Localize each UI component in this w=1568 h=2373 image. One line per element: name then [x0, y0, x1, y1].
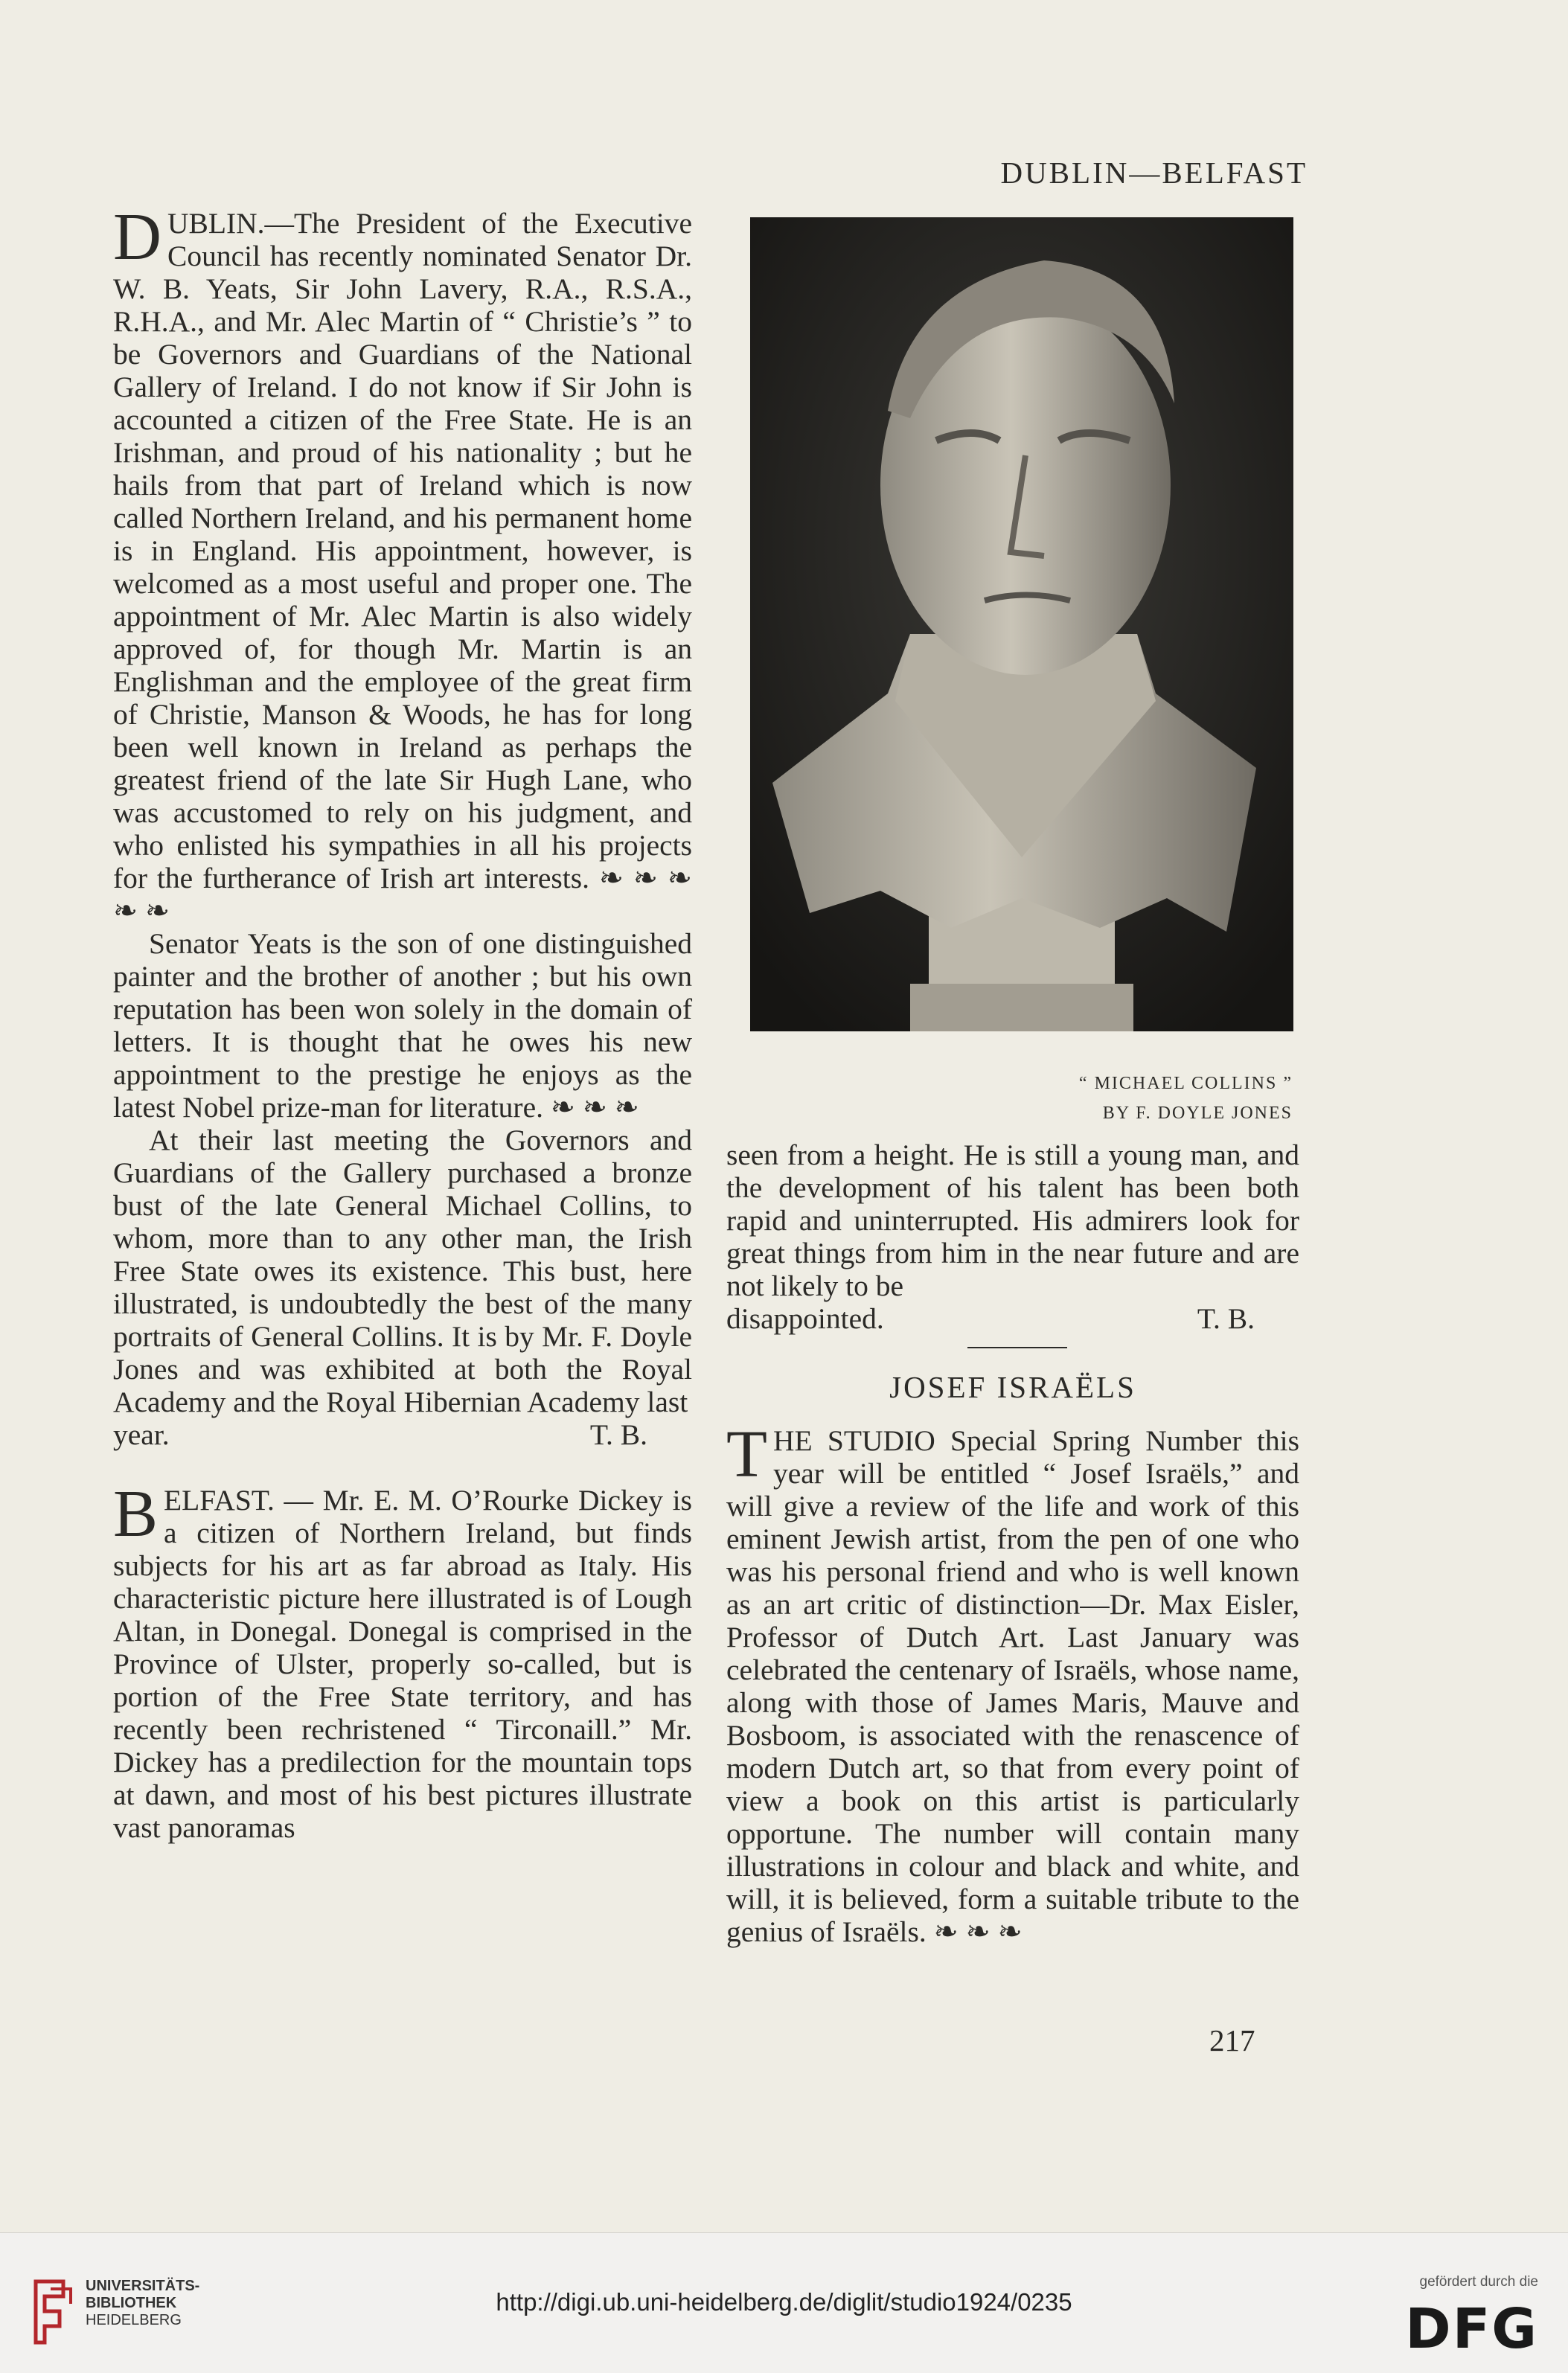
israels-text: HE STUDIO Special Spring Number this year will be entitled “ Josef Israëls,” and will give a review of the life and work of this eminent Jewish artist, from the pen of one who was his personal friend and who is well known as an art critic of distinction—Dr. Max Eisler, Professor of Dutch Art. Last January was celebrated the centenary of Israëls, whose name, along with those of James Maris, Mauve and Bosboom, is associated with the renascence of modern Dutch art, so that from every point of view a book on this artist is particularly opportune. The number will contain many illustrations in colour and black and white, and will, it is believed, form a suitable tribute to the genius of Israëls. — [726, 1424, 1299, 1948]
dublin-paragraph-2 — [113, 927, 692, 1124]
running-head: DUBLIN—BELFAST — [1000, 156, 1308, 190]
dropcap-t: T — [726, 1418, 767, 1491]
dublin-text-1: UBLIN.—The President of the Executive Council has recently nominated Senator Dr. W. B. Yeats, Sir John Lavery, R.A., R.S.A., R.H.A., and Mr. Alec Martin of “ Christie’s ” to be Governors and Guardians of the National Gallery of Ireland. I do not know if Sir John is accounted a citizen of the Free State. He is an Irishman, and proud of his nationality ; but he hails from that part of Ireland which is now called Northern Ireland, and his permanent home is in England. His appointment, however, is welcomed as a most useful and proper one. The appointment of Mr. Alec Martin is also widely approved of, for though Mr. Martin is an Englishman and the employee of the great firm of Christie, Manson & Woods, he has for long been well known in Ireland as perhaps the greatest friend of the late Sir Hugh Lane, who was accustomed to rely on his judgment, and who enlisted his sympathies in all his projects for the furtherance of Irish art interests. — [113, 207, 692, 894]
ornament-row: ❧ ❧ ❧ — [550, 1091, 639, 1124]
section-divider — [967, 1347, 1067, 1348]
ornament-row: ❧ ❧ ❧ ❧ ❧ — [113, 862, 693, 927]
figure-caption — [1079, 1069, 1293, 1128]
dublin-text-3: At their last meeting the Governors and Guardians of the Gallery purchased a bronze bust of the late General Michael Collins, to whom, more than to any other man, the Irish Free State owes its existence. This bust, here illustrated, is undoubtedly the best of the many portraits of General Collins. It is by Mr. F. Doyle Jones and was exhibited at both the Royal Academy and the Royal Hibernian Academy last — [113, 1124, 692, 1418]
page-number: 217 — [1209, 2023, 1255, 2057]
dublin-text-2: Senator Yeats is the son of one distinguished painter and the brother of another ; but his own reputation has been won solely in the domain of letters. It is thought that he owes his new appointment to the prestige he enjoys as the latest Nobel prize-man for literature. — [113, 927, 692, 1124]
dropcap-b: B — [113, 1477, 159, 1551]
dublin-paragraph-3 — [113, 1124, 692, 1418]
belfast-paragraph — [113, 1477, 692, 1844]
library-line-1: UNIVERSITÄTS- — [86, 2278, 200, 2294]
right-column-continuation — [726, 1139, 1299, 1335]
dublin-paragraph-1 — [113, 200, 693, 927]
bust-photograph — [750, 217, 1293, 1031]
caption-credit: BY F. DOYLE JONES — [1102, 1104, 1293, 1123]
dublin-last-word: year. — [113, 1418, 170, 1451]
funded-by-label: gefördert durch die — [1419, 2274, 1538, 2290]
library-line-2: BIBLIOTHEK — [86, 2295, 177, 2311]
belfast-signature: T. B. — [1197, 1302, 1255, 1335]
ornament-row: ❧ ❧ ❧ — [933, 1915, 1023, 1948]
dublin-signature: T. B. — [589, 1418, 647, 1451]
belfast-signature-line — [726, 1302, 1299, 1335]
belfast-continued-text: seen from a height. He is still a young man, and the development of his talent has been both rapid and uninterrupted. His admirers look for great things from him in the near future and are not likely to be — [726, 1139, 1299, 1302]
israels-heading: JOSEF ISRAËLS — [889, 1370, 1136, 1404]
bust-image — [750, 217, 1293, 1031]
caption-title: “ MICHAEL COLLINS ” — [1078, 1074, 1293, 1093]
israels-article — [726, 1418, 1299, 1948]
library-line-3: HEIDELBERG — [86, 2312, 182, 2328]
digitization-footer — [0, 2232, 1568, 2373]
dropcap-d: D — [113, 200, 161, 274]
dfg-logo: DFG — [1405, 2297, 1538, 2361]
belfast-continued — [726, 1139, 1299, 1302]
belfast-text: ELFAST. — Mr. E. M. O’Rourke Dickey is a citizen of Northern Ireland, but finds subjects for his art as far abroad as Italy. His characteristic picture here illustrated is of Lough Altan, in Donegal. Donegal is comprised in the Province of Ulster, properly so-called, but is portion of the Free State territory, and has recently been rechristened “ Tirconaill.” Mr. Dickey has a predilection for the mountain tops at dawn, and most of his best pictures illustrate vast panoramas — [113, 1484, 692, 1844]
dublin-signature-line — [113, 1418, 692, 1451]
source-url[interactable]: http://digi.ub.uni-heidelberg.de/diglit/studio1924/0235 — [496, 2288, 1072, 2316]
belfast-last-word: disappointed. — [726, 1302, 884, 1335]
israels-paragraph — [726, 1418, 1299, 1948]
left-column — [113, 200, 693, 1844]
